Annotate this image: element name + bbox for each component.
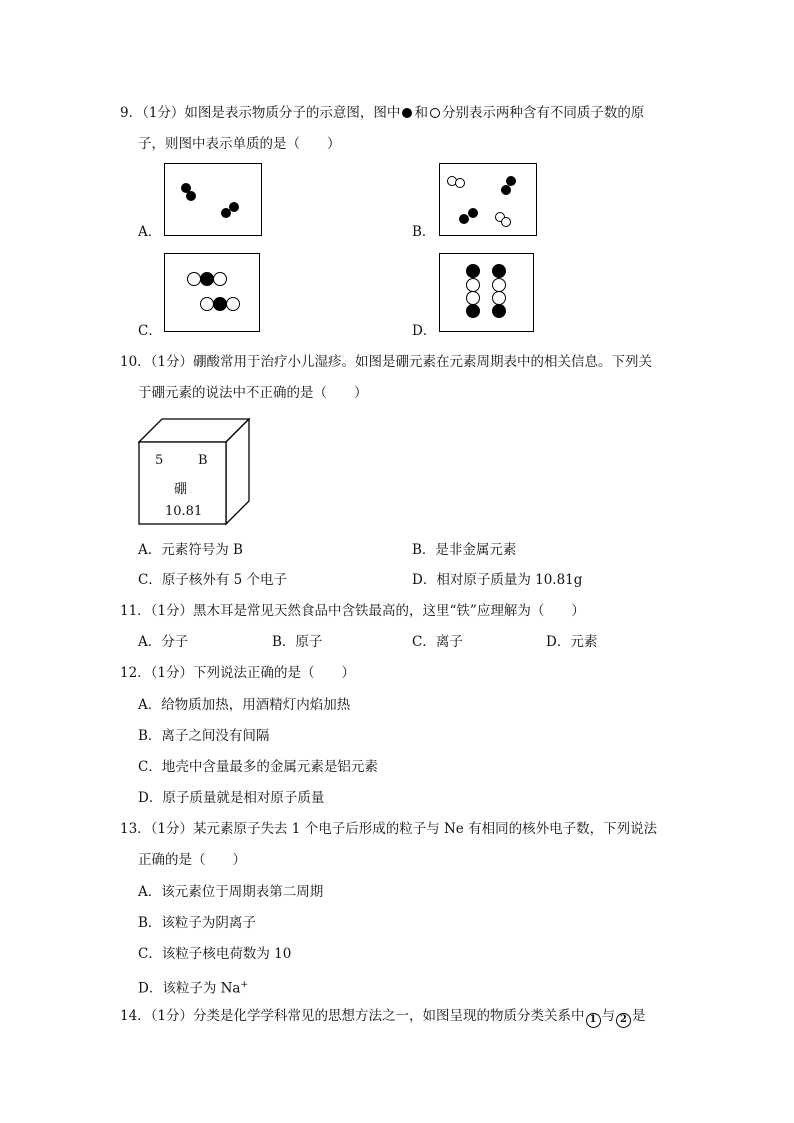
q12-option-b: B．离子之间没有间隔 xyxy=(138,728,270,744)
hollow-atom xyxy=(187,272,201,286)
q9-diagram-d xyxy=(439,253,534,332)
q13-stem-line1: 13．（1分）某元素原子失去 1 个电子后形成的粒子与 Ne 有相同的核外电子数，下列说法 xyxy=(120,821,658,837)
q12-option-d: D．原子质量就是相对原子质量 xyxy=(138,790,325,806)
hollow-atom xyxy=(492,291,506,305)
filled-atom xyxy=(468,208,478,218)
element-name: 硼 xyxy=(174,482,188,497)
q9-diagram-b xyxy=(439,163,537,236)
q9-option-c-label: C． xyxy=(138,323,162,339)
q10-option-d: D．相对原子质量为 10.81g xyxy=(412,572,583,588)
hollow-atom xyxy=(466,278,480,292)
hollow-atom-icon xyxy=(430,108,440,118)
filled-atom xyxy=(501,185,511,195)
q11-option-a: A．分子 xyxy=(138,634,189,650)
atomic-mass: 10.81 xyxy=(165,504,203,519)
filled-atom xyxy=(200,272,214,286)
hollow-atom xyxy=(501,217,511,227)
filled-atom-icon xyxy=(402,108,412,118)
q9-option-a-label: A． xyxy=(138,224,162,240)
hollow-atom xyxy=(466,291,480,305)
filled-atom xyxy=(466,304,480,318)
q9-option-b-label: B． xyxy=(412,224,436,240)
q11-stem: 11．（1分）黑木耳是常见天然食品中含铁最高的，这里“铁”应理解为（ ） xyxy=(120,603,585,619)
charge-superscript: + xyxy=(240,980,249,990)
q14-stem-line1: 14．（1分）分类是化学学科常见的思想方法之一，如图呈现的物质分类关系中 1 与 2 是 xyxy=(120,1006,646,1028)
filled-atom xyxy=(466,264,480,278)
hollow-atom xyxy=(492,278,506,292)
q9-stem-line1: 9．（1分）如图是表示物质分子的示意图，图中 和 分别表示两种含有不同质子数的原 xyxy=(120,105,645,121)
filled-atom xyxy=(492,264,506,278)
filled-atom xyxy=(459,214,469,224)
q10-option-b: B．是非金属元素 xyxy=(412,542,517,558)
element-symbol: B xyxy=(198,453,208,468)
q13-stem-line2: 正确的是（ ） xyxy=(138,852,246,868)
q10-option-c: C．原子核外有 5 个电子 xyxy=(138,572,288,588)
circled-number-1: 1 xyxy=(586,1013,601,1028)
filled-atom xyxy=(213,297,227,311)
q13-option-d: D．该粒子为 Na+ xyxy=(138,980,249,997)
q9-diagram-a xyxy=(164,163,262,236)
q10-stem-line1: 10．（1分）硼酸常用于治疗小儿湿疹。如图是硼元素在元素周期表中的相关信息。下列关 xyxy=(120,354,653,370)
q13-option-c: C．该粒子核电荷数为 10 xyxy=(138,946,292,962)
circled-number-2: 2 xyxy=(616,1013,631,1028)
q12-option-c: C．地壳中含量最多的金属元素是铝元素 xyxy=(138,759,378,775)
q11-option-b: B．原子 xyxy=(272,634,323,650)
filled-atom xyxy=(186,191,196,201)
q10-stem-line2: 于硼元素的说法中不正确的是（ ） xyxy=(138,385,368,401)
q13-option-a: A．该元素位于周期表第二周期 xyxy=(138,884,324,900)
filled-atom xyxy=(492,304,506,318)
q11-option-d: D．元素 xyxy=(546,634,598,650)
hollow-atom xyxy=(213,272,227,286)
atomic-number: 5 xyxy=(155,453,164,468)
hollow-atom xyxy=(226,297,240,311)
q9-stem-line2: 子，则图中表示单质的是（ ） xyxy=(138,136,341,152)
q10-option-a: A．元素符号为 B xyxy=(138,542,243,558)
q12-option-a: A．给物质加热，用酒精灯内焰加热 xyxy=(138,697,351,713)
hollow-atom xyxy=(455,178,465,188)
q12-stem: 12．（1分）下列说法正确的是（ ） xyxy=(120,665,356,681)
filled-atom xyxy=(221,208,231,218)
q9-option-d-label: D． xyxy=(412,323,437,339)
boron-element-cube xyxy=(138,418,252,526)
q13-option-b: B．该粒子为阴离子 xyxy=(138,915,256,931)
q11-option-c: C．离子 xyxy=(412,634,463,650)
q9-diagram-c xyxy=(164,253,260,332)
hollow-atom xyxy=(200,297,214,311)
